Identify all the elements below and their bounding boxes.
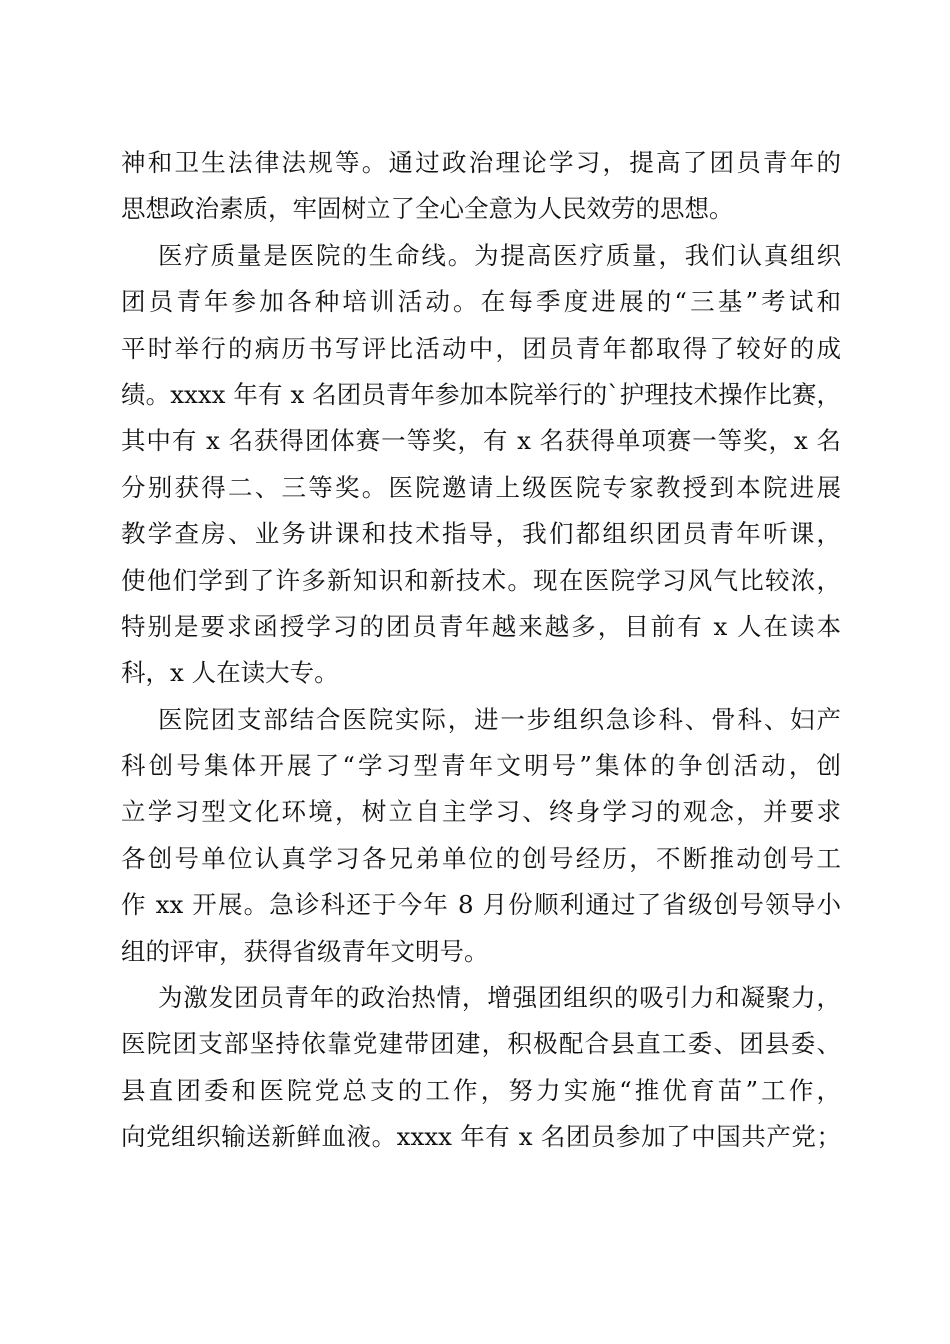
text-line: 科，x 人在读大专。 bbox=[121, 658, 339, 688]
text-line: 医院团支部坚持依靠党建带团建，积极配合县直工委、团县委、 bbox=[121, 1029, 841, 1059]
text-line: 立学习型文化环境，树立自主学习、终身学习的观念，并要求 bbox=[121, 797, 841, 827]
text-line: 团员青年参加各种培训活动。在每季度进展的“三基”考试和 bbox=[121, 287, 841, 317]
text-line: 特别是要求函授学习的团员青年越来越多，目前有 x 人在读本 bbox=[121, 611, 841, 641]
text-line: 其中有 x 名获得团体赛一等奖，有 x 名获得单项赛一等奖，x 名 bbox=[121, 426, 841, 456]
text-line: 思想政治素质，牢固树立了全心全意为人民效劳的思想。 bbox=[121, 194, 734, 224]
text-line: 医疗质量是医院的生命线。为提高医疗质量，我们认真组织 bbox=[158, 240, 841, 270]
document-body bbox=[121, 140, 841, 1161]
text-line: 县直团委和医院党总支的工作，努力实施“推优育苗”工作， bbox=[121, 1075, 841, 1105]
text-line: 组的评审，获得省级青年文明号。 bbox=[121, 936, 489, 966]
text-line: 分别获得二、三等奖。医院邀请上级医院专家教授到本院进展 bbox=[121, 472, 841, 502]
text-line: 科创号集体开展了“学习型青年文明号”集体的争创活动，创 bbox=[121, 751, 841, 781]
text-line: 作 xx 开展。急诊科还于今年 8 月份顺利通过了省级创号领导小 bbox=[121, 890, 841, 920]
text-line: 各创号单位认真学习各兄弟单位的创号经历，不断推动创号工 bbox=[121, 843, 841, 873]
text-line: 向党组织输送新鲜血液。xxxx 年有 x 名团员参加了中国共产党； bbox=[121, 1122, 841, 1152]
text-line: 医院团支部结合医院实际，进一步组织急诊科、骨科、妇产 bbox=[158, 704, 841, 734]
text-line: 神和卫生法律法规等。通过政治理论学习，提高了团员青年的 bbox=[121, 148, 841, 177]
paragraph-1 bbox=[121, 140, 841, 233]
text-line: 绩。xxxx 年有 x 名团员青年参加本院举行的`护理技术操作比赛， bbox=[121, 379, 841, 409]
text-line: 为激发团员青年的政治热情，增强团组织的吸引力和凝聚力， bbox=[158, 983, 841, 1013]
paragraph-2 bbox=[121, 233, 841, 697]
text-line: 使他们学到了许多新知识和新技术。现在医院学习风气比较浓， bbox=[121, 565, 841, 595]
paragraph-3 bbox=[121, 697, 841, 975]
text-line: 教学查房、业务讲课和技术指导，我们都组织团员青年听课， bbox=[121, 519, 841, 549]
paragraph-4 bbox=[121, 975, 841, 1161]
text-line: 平时举行的病历书写评比活动中，团员青年都取得了较好的成 bbox=[121, 333, 841, 363]
